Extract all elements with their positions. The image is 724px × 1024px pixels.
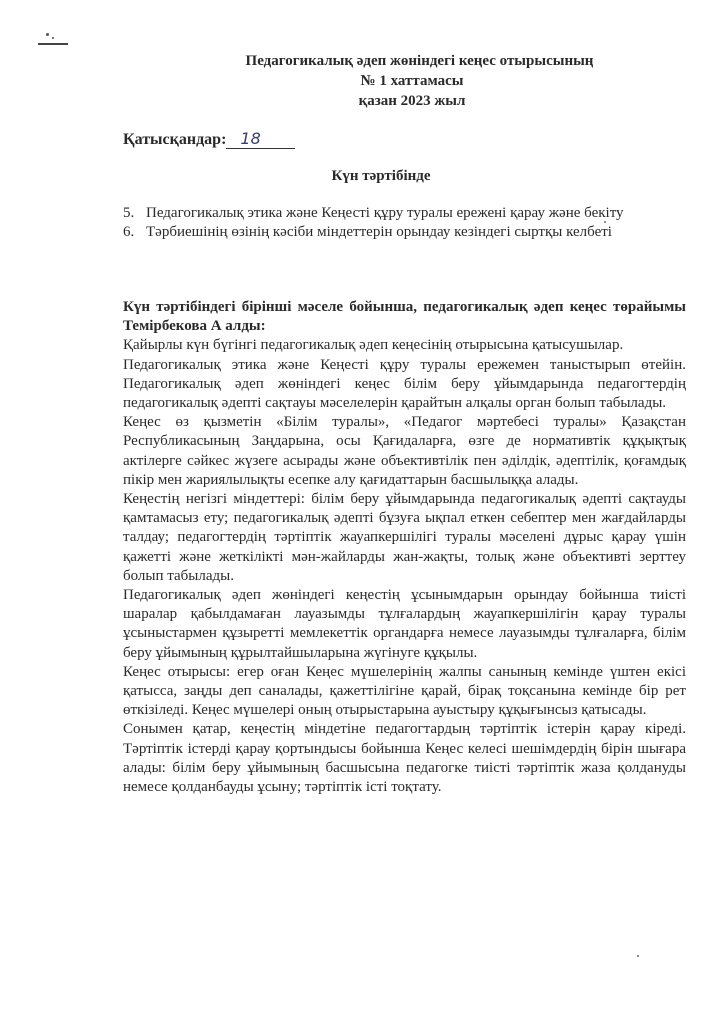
agenda-item-text: Тәрбиешінің өзінің кәсіби міндеттерін орындау кезіндегі сыртқы келбеті xyxy=(146,224,612,240)
paragraph: Кеңес отырысы: егер оған Кеңес мүшелерінің жалпы санының кемінде үштен екісі қатысса, заңды деп саналады, қажеттілігіне қарай, бірақ тоқсанына кемінде бір рет өткізіледі. Кеңес мүшелері оның отырыстарына ауыстыру құқығынсыз қатысады. xyxy=(123,663,686,719)
paragraph: Педагогикалық этика және Кеңесті құру туралы ережемен таныстырып өтейін. Педагогикалық әдеп жөніндегі кеңес білім беру ұйымдарында педагогтердің педагогикалық әдепті сақтауы мәселелерін қарайтын алқалы орган болып табылады. xyxy=(123,356,686,412)
scan-artifact xyxy=(52,37,54,39)
protocol-number: № 1 хаттамасы xyxy=(360,73,464,89)
scan-artifact xyxy=(38,43,68,45)
agenda-list xyxy=(123,204,686,242)
document-header xyxy=(0,51,724,111)
paragraph: Кеңес өз қызметін «Білім туралы», «Педагог мәртебесі туралы» Қазақстан Республикасының Заңдарына, осы Қағидаларға, өзге де нормативтік құқықтық актілерге сәйкес жүзеге асырады және объективтілік пен әділдік, әдептілік, қоғамдық пікір мен жариялылықты есепке алу қағидаттарын басшылыққа алады. xyxy=(123,414,686,488)
document-title: Педагогикалық әдеп жөніндегі кеңес отырысының xyxy=(245,53,594,69)
document-date: қазан 2023 жыл xyxy=(358,93,466,109)
participants-line xyxy=(123,130,295,149)
paragraph: Кеңестің негізгі міндеттері: білім беру ұйымдарында педагогикалық әдепті сақтауды қамтамасыз ету; педагогикалық әдепті бұзуға ықпал еткен себептер мен жағдайларды талдау; педагогтердің тәртіптік жауапкершілігі туралы мәселені дұрыс қарау үшін қажетті және жеткілікті мән-жайларды жан-жақты, толық және объективті зерттеу болып табылады. xyxy=(123,491,686,584)
agenda-title: Күн тәртібінде xyxy=(331,168,431,184)
paragraph: Сонымен қатар, кеңестің міндетіне педагогтардың тәртіптік істерін қарау кіреді. Тәртіптік істерді қарау қортындысы бойынша Кеңес келесі шешімдердің бірін шығара алады: білім беру ұйымының басшысына педагогке тиісті тәртіптік жаза қолдануды немесе қолданбауды ұсыну; тәртіптік істі тоқтату. xyxy=(123,721,686,796)
participants-label: Қатысқандар: xyxy=(123,131,227,148)
agenda-item-number: 5. xyxy=(123,205,135,221)
agenda-item xyxy=(123,223,686,242)
agenda-item-text: Педагогикалық этика және Кеңесті құру туралы ережені қарау және бекіту xyxy=(146,205,624,221)
participants-count: 18 xyxy=(226,130,295,149)
section-heading: Күн тәртібіндегі бірінші мәселе бойынша, педагогикалық әдеп кеңес төрайымы Темірбекова А алды: xyxy=(123,299,686,335)
agenda-item xyxy=(123,204,686,223)
paragraph: Қайырлы күн бүгінгі педагогикалық әдеп кеңесінің отырысына қатысушылар. xyxy=(123,337,624,354)
paragraph: Педагогикалық әдеп жөніндегі кеңестің ұсынымдарын орындау бойынша тиісті шаралар қабылдамаған лауазымды тұлғалардың жауапкершілігін қарау туралы ұсыныстармен құзыретті мемлекеттік органдарға немесе лауазымды тұлғаларға, білім беру ұйымының құрылтайшыларына жүгінуге құқылы. xyxy=(123,587,686,661)
agenda-item-number: 6. xyxy=(123,224,135,240)
document-body xyxy=(123,298,686,797)
scan-artifact xyxy=(637,955,639,957)
scan-artifact xyxy=(46,33,49,36)
